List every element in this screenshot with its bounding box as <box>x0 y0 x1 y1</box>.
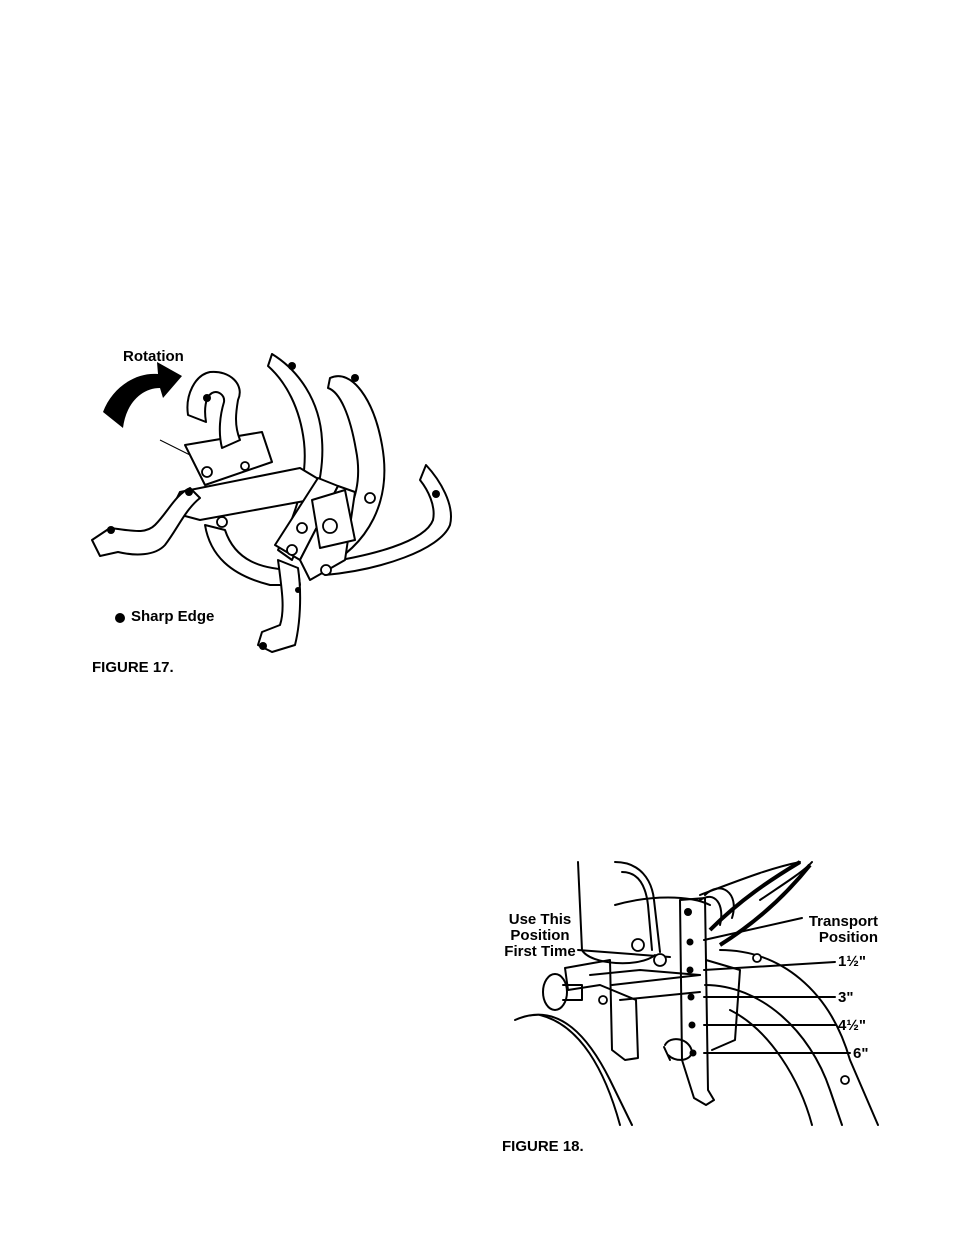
depth-label-2: 3" <box>838 989 854 1006</box>
use-this-position-label: Use This Position First Time <box>504 911 576 960</box>
rotation-label: Rotation <box>123 348 184 365</box>
figure-18-caption: FIGURE 18. <box>502 1138 584 1155</box>
depth-label-3: 4½" <box>838 1017 866 1034</box>
depth-label-4: 6" <box>853 1045 869 1062</box>
sharp-edge-legend: Sharp Edge <box>131 608 215 625</box>
transport-position-label: Transport Position <box>808 913 878 946</box>
depth-label-1: 1½" <box>838 953 866 970</box>
figure-17-caption: FIGURE 17. <box>92 659 174 676</box>
